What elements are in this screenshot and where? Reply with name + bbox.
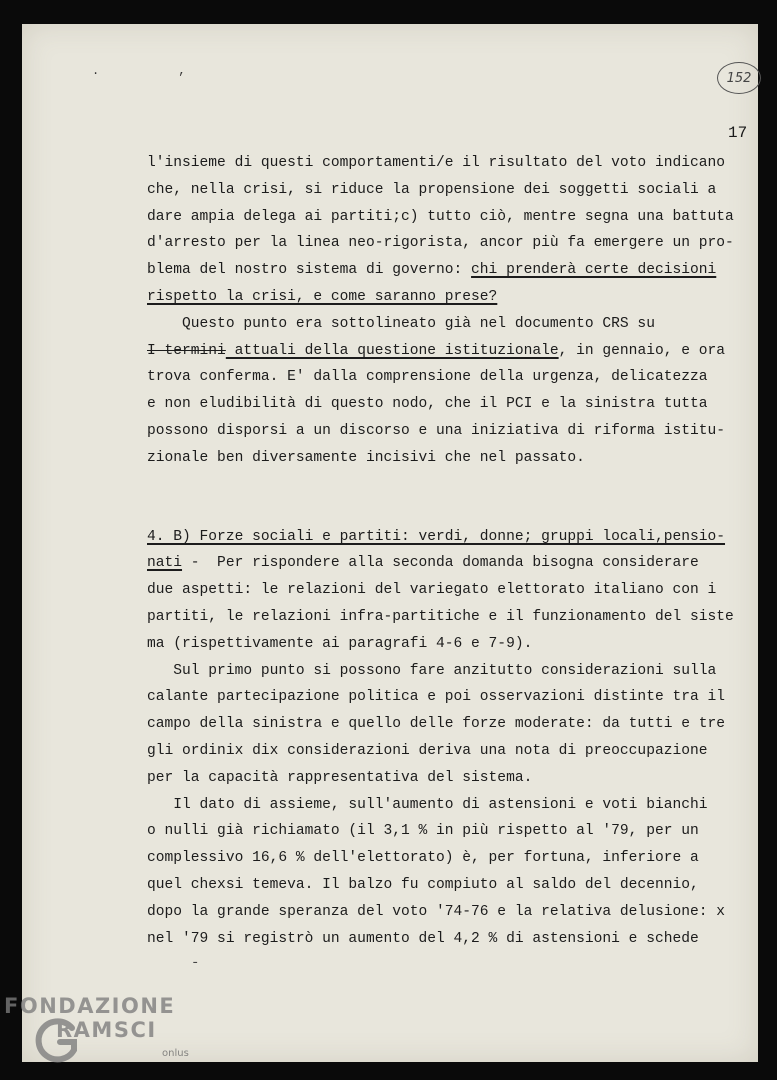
document-body <box>147 150 757 952</box>
text-line: dopo la grande speranza del voto '74-76 e la relativa delusione: x <box>147 903 726 920</box>
text-line <box>147 284 757 311</box>
section-gap <box>147 506 757 524</box>
struck-text: I termini <box>147 342 226 359</box>
text-line: complessivo 16,6 % dell'elettorato) è, per fortuna, inferiore a <box>147 850 699 867</box>
text-line <box>147 338 757 365</box>
archive-number-stamp: 152 <box>717 62 761 94</box>
text-line <box>147 550 757 577</box>
text-line: partiti, le relazioni infra-partitiche e il funzionamento del siste <box>147 608 734 625</box>
text-line: per la capacità rappresentativa del sistema. <box>147 769 533 786</box>
underlined-title: attuali della questione istituzionale <box>225 342 559 359</box>
text-segment: blema del nostro sistema di governo: <box>147 262 472 279</box>
text-segment: , in gennaio, e ora <box>558 342 726 359</box>
text-line: calante partecipazione politica e poi osservazioni distinte tra il <box>147 689 726 706</box>
paragraph-4 <box>147 658 757 792</box>
text-line: due aspetti: le relazioni del variegato elettorato italiano con i <box>147 582 717 599</box>
text-line: zionale ben diversamente incisivi che nel passato. <box>147 449 585 466</box>
text-line: che, nella crisi, si riduce la propensione dei soggetti sociali a <box>147 181 717 198</box>
text-line: nel '79 si registrò un aumento del 4,2 % di astensioni e schede <box>147 930 699 947</box>
text-line: quel chexsi temeva. Il balzo fu compiuto al saldo del decennio, <box>147 876 699 893</box>
text-line: trova conferma. E' dalla comprensione della urgenza, delicatezza <box>147 369 708 386</box>
underlined-question: chi prenderà certe decisioni <box>471 262 717 279</box>
watermark-line-1: FONDAZIONE <box>4 994 176 1018</box>
section-heading: 4. B) Forze sociali e partiti: verdi, donne; gruppi locali,pensio- <box>147 528 726 545</box>
paragraph-1 <box>147 150 757 311</box>
fondazione-gramsci-watermark <box>4 994 204 1074</box>
text-line: gli ordinix dix considerazioni deriva una nota di preoccupazione <box>147 742 708 759</box>
text-line: l'insieme di questi comportamenti/e il risultato del voto indicano <box>147 155 726 171</box>
paragraph-5 <box>147 792 757 953</box>
text-line: Il dato di assieme, sull'aumento di astensioni e voti bianchi <box>147 796 708 813</box>
section-gap <box>147 472 757 506</box>
footer-dash: - <box>191 955 200 971</box>
text-line: possono disporsi a un discorso e una iniziativa di riforma istitu- <box>147 422 726 439</box>
text-line: dare ampia delega ai partiti;c) tutto ciò, mentre segna una battuta <box>147 208 734 225</box>
page-number: 17 <box>728 124 748 142</box>
text-line: ma (rispettivamente ai paragrafi 4-6 e 7-9). <box>147 635 533 652</box>
underlined-question: rispetto la crisi, e come saranno prese? <box>147 288 498 305</box>
text-line <box>147 257 757 284</box>
section-4 <box>147 524 757 658</box>
watermark-suffix: onlus <box>162 1048 189 1059</box>
paragraph-2 <box>147 311 757 472</box>
text-line: Sul primo punto si possono fare anzitutto considerazioni sulla <box>147 662 717 679</box>
text-segment: - Per rispondere alla seconda domanda bisogna considerare <box>182 555 699 572</box>
margin-marks: . , <box>92 64 222 78</box>
text-line: d'arresto per la linea neo-rigorista, ancor più fa emergere un pro- <box>147 235 734 252</box>
watermark-line-2: RAMSCI <box>56 1018 157 1042</box>
text-line: campo della sinistra e quello delle forze moderate: da tutti e tre <box>147 716 726 733</box>
text-line: e non eludibilità di questo nodo, che il PCI e la sinistra tutta <box>147 396 708 413</box>
text-line: o nulli già richiamato (il 3,1 % in più rispetto al '79, per un <box>147 823 699 840</box>
text-line: Questo punto era sottolineato già nel documento CRS su <box>147 315 655 332</box>
section-heading-end: nati <box>147 555 183 572</box>
